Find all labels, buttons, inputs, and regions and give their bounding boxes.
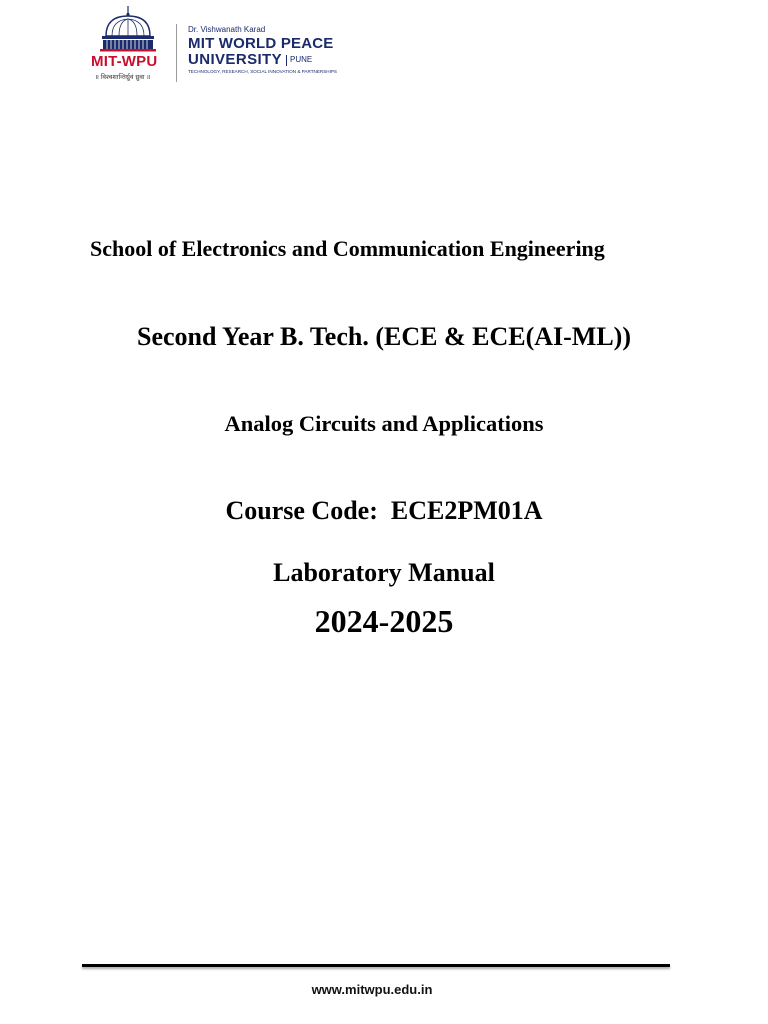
logo-city: PUNE	[290, 55, 313, 64]
program-year: Second Year B. Tech. (ECE & ECE(AI-ML))	[136, 322, 631, 351]
logo-divider	[176, 24, 177, 82]
footer-website-link[interactable]: www.mitwpu.edu.in	[311, 982, 433, 997]
logo-name-line2: UNIVERSITY	[188, 51, 283, 68]
logo-tagline: TECHNOLOGY, RESEARCH, SOCIAL INNOVATION & PARTNERSHIPS	[188, 69, 337, 74]
logo-motto: ॥ विश्वशान्तिर्ध्रुवं ध्रुवा ॥	[95, 74, 151, 81]
manual-title: Laboratory Manual	[273, 558, 495, 587]
subject-title: Analog Circuits and Applications	[224, 411, 544, 436]
academic-session: 2024-2025	[314, 603, 454, 639]
course-code: Course Code: ECE2PM01A	[225, 496, 543, 525]
university-logo	[90, 6, 350, 86]
logo-separator	[286, 55, 287, 66]
footer-divider	[82, 964, 670, 967]
logo-name-row	[188, 52, 337, 68]
logo-abbreviation: MIT-WPU	[91, 53, 158, 70]
school-name: School of Electronics and Communication Engineering	[90, 236, 605, 261]
logo-founder: Dr. Vishwanath Karad	[188, 25, 266, 34]
logo-wordmark	[188, 24, 337, 76]
logo-name-line1: MIT WORLD PEACE	[188, 35, 334, 52]
